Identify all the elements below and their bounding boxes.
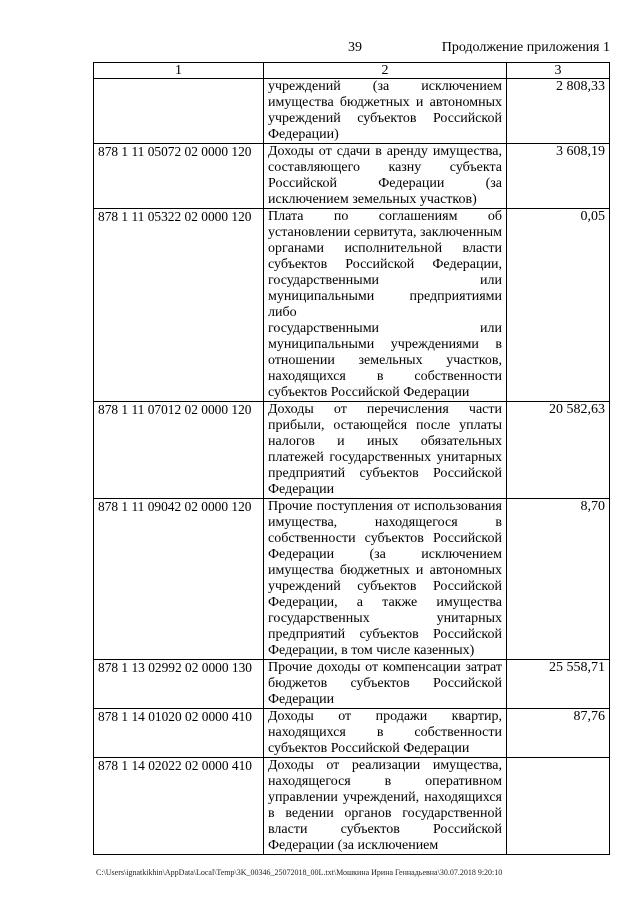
amount-cell: 20 582,63 [507,402,610,499]
amount-cell [507,758,610,855]
revenue-name-line: налогов и иных обязательных [268,434,502,449]
revenue-name-line: субъектов Российской Федерации [268,741,470,756]
table-row [94,660,610,709]
revenue-name-line: находящихся в собственности [268,725,502,740]
revenue-name-line: власти субъектов Российской [268,822,502,837]
revenue-code-cell: 878 1 13 02992 02 0000 130 [94,660,264,709]
revenue-name-line: Плата по соглашениям об [268,209,502,224]
revenue-name-cell [264,144,507,209]
revenue-name-cell [264,79,507,144]
revenue-name-line: субъектов Российской Федерации, [268,257,502,272]
revenue-name-line: субъектов Российской Федерации [268,385,470,400]
table-row [94,758,610,855]
amount-cell: 2 808,33 [507,79,610,144]
revenue-name-line: Прочие доходы от компенсации затрат [268,660,502,675]
amount-cell: 3 608,19 [507,144,610,209]
revenue-name-line: Прочие поступления от использования [268,499,502,514]
revenue-name-line: составляющего казну субъекта [268,160,502,175]
table-row [94,209,610,402]
revenue-name-line: Федерации [268,692,335,707]
revenue-name-line: Доходы от сдачи в аренду имущества, [268,144,502,159]
column-header: 3 [507,63,610,79]
table-row [94,144,610,209]
revenue-name-line: находящихся в собственности [268,369,502,384]
page-caption: Продолжение приложения 1 [441,40,610,55]
revenue-name-line: Доходы от продажи квартир, [268,709,502,724]
revenue-code-cell: 878 1 11 05322 02 0000 120 [94,209,264,402]
revenue-name-line: имущества бюджетных и автономных [268,95,502,110]
revenue-name-line: государственными или [268,273,502,288]
revenue-name-line: органами исполнительной власти [268,241,502,256]
revenue-name-line: отношении земельных участков, [268,353,502,368]
revenue-name-line: муниципальными предприятиями либо [268,289,502,320]
revenue-name-line: учреждений (за исключением [268,79,502,94]
revenue-name-line: Российской Федерации (за [268,176,502,191]
revenue-name-line: Федерации) [268,127,339,142]
revenue-code-cell [94,79,264,144]
revenue-name-line: учреждений субъектов Российской [268,111,502,126]
revenue-name-line: учреждений субъектов Российской [268,579,502,594]
revenue-name-cell [264,402,507,499]
revenue-name-cell [264,758,507,855]
revenue-name-line: прибыли, остающейся после уплаты [268,418,502,433]
revenue-name-line: Федерации [268,482,335,497]
revenue-name-line: муниципальными учреждениями в [268,337,502,352]
revenue-name-line: находящегося в оперативном [268,774,502,789]
file-path-footer: C:\Users\ignatkikhin\AppData\Local\Temp\3K_00346_25072018_00L.txt\Мошкина Ирина Геннадьевна\30.07.2018 9:20:10 [96,868,503,877]
revenue-code-cell: 878 1 11 07012 02 0000 120 [94,402,264,499]
revenue-name-line: платежей государственных унитарных [268,450,502,465]
revenue-name-line: исключением земельных участков) [268,192,477,207]
revenue-name-line: предприятий субъектов Российской [268,466,502,481]
revenue-name-line: Федерации, а также имущества [268,595,502,610]
amount-cell: 0,05 [507,209,610,402]
revenue-code-cell: 878 1 14 02022 02 0000 410 [94,758,264,855]
amount-cell: 25 558,71 [507,660,610,709]
revenue-table [93,62,610,855]
revenue-code-cell: 878 1 11 05072 02 0000 120 [94,144,264,209]
revenue-name-line: бюджетов субъектов Российской [268,676,502,691]
revenue-name-line: собственности субъектов Российской [268,531,502,546]
table-row [94,402,610,499]
revenue-name-line: в ведении органов государственной [268,806,502,821]
revenue-name-line: предприятий субъектов Российской [268,627,502,642]
revenue-name-line: управлении учреждений, находящихся [268,790,502,805]
amount-cell: 87,76 [507,709,610,758]
revenue-name-line: государственных унитарных [268,611,502,626]
revenue-name-line: Федерации, в том числе казенных) [268,643,475,658]
revenue-code-cell: 878 1 11 09042 02 0000 120 [94,499,264,660]
revenue-code-cell: 878 1 14 01020 02 0000 410 [94,709,264,758]
revenue-name-line: Доходы от перечисления части [268,402,502,417]
revenue-name-line: имущества бюджетных и автономных [268,563,502,578]
revenue-name-line: государственными или [268,321,502,336]
table-row [94,499,610,660]
revenue-name-line: Доходы от реализации имущества, [268,758,502,773]
table-row [94,709,610,758]
revenue-name-line: имущества, находящегося в [268,515,502,530]
revenue-name-cell [264,499,507,660]
revenue-name-line: Федерации (за исключением [268,547,502,562]
revenue-name-cell [264,209,507,402]
revenue-name-cell [264,709,507,758]
page-number: 39 [348,40,362,55]
revenue-name-cell [264,660,507,709]
table-row [94,79,610,144]
amount-cell: 8,70 [507,499,610,660]
column-header: 2 [264,63,507,79]
revenue-name-line: установлении сервитута, заключенным [268,225,502,240]
column-header: 1 [94,63,264,79]
column-number-row [94,63,610,79]
revenue-name-line: Федерации (за исключением [268,838,439,853]
